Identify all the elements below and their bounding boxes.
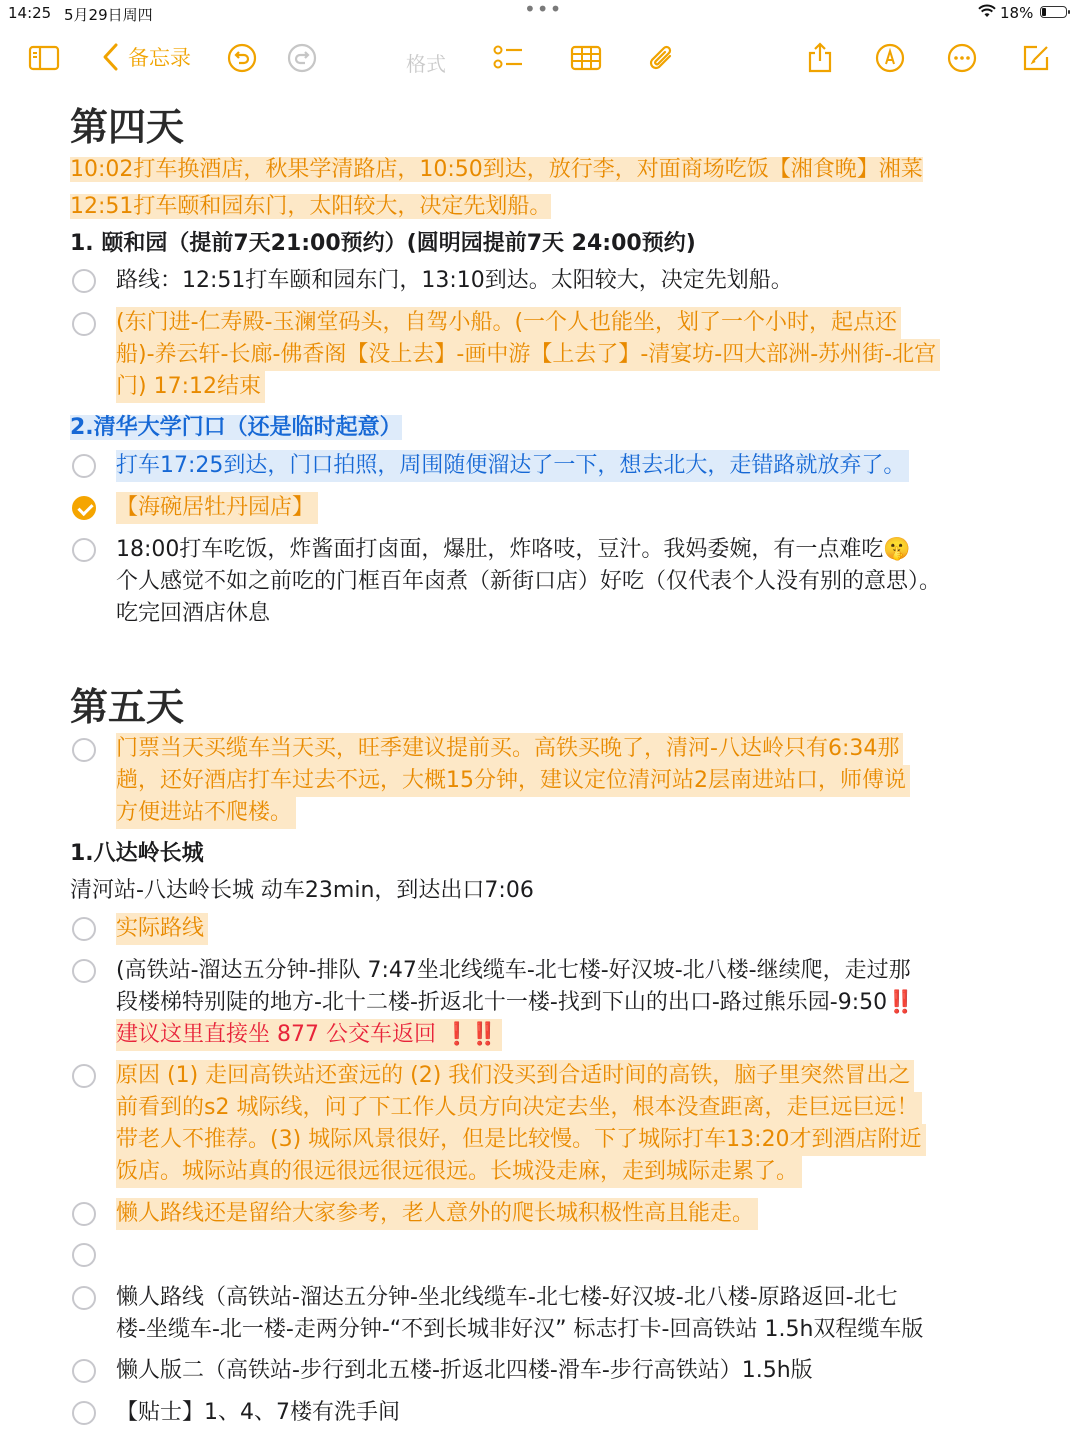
share-icon[interactable] xyxy=(804,42,836,74)
checklist-circle[interactable] xyxy=(72,959,96,983)
undo-icon[interactable] xyxy=(226,42,258,74)
more-options-icon[interactable] xyxy=(946,42,978,74)
chevron-left-icon xyxy=(100,42,122,72)
item-text: (高铁站-溜达五分钟-排队 7:47坐北线缆车-北七楼-好汉坡-北八楼-继续爬，走过那 xyxy=(116,958,911,983)
checklist-circle[interactable] xyxy=(72,917,96,941)
checklist-item xyxy=(116,492,1016,524)
checklist-item xyxy=(116,955,1016,1051)
item-text: 楼-坐缆车-北一楼-走两分钟-“不到长城非好汉” 标志打卡-回高铁站 1.5h双程缆车版 xyxy=(116,1317,924,1342)
highlighted-alert-text: 建议这里直接坐 877 公交车返回 ❗‼️ xyxy=(116,1019,502,1051)
item-text: 个人感觉不如之前吃的门框百年卤煮（新街口店）好吃（仅代表个人没有别的意思）。 xyxy=(116,569,942,594)
checklist-circle[interactable] xyxy=(72,454,96,478)
item-text: 路线：12:51打车颐和园东门，13:10到达。太阳较大，决定先划船。 xyxy=(116,268,793,293)
attachment-icon[interactable] xyxy=(646,42,678,74)
checklist-item xyxy=(116,1355,1016,1387)
battery-icon xyxy=(1040,6,1067,18)
status-date: 5月29日周四 xyxy=(64,6,153,24)
checklist-circle[interactable] xyxy=(72,538,96,562)
multitasking-dots-icon[interactable]: ••• xyxy=(524,0,563,21)
redo-icon[interactable] xyxy=(286,42,318,74)
highlighted-text: 方便进站不爬楼。 xyxy=(116,797,296,829)
back-label: 备忘录 xyxy=(128,46,191,70)
status-bar xyxy=(0,0,1080,28)
item-text: 段楼梯特别陡的地方-北十二楼-折返北十一楼-找到下山的出口-路过熊乐园-9:50‼️ xyxy=(116,990,915,1015)
markup-icon[interactable] xyxy=(874,42,906,74)
checklist-circle[interactable] xyxy=(72,1401,96,1425)
day5-section1-title: 1.八达岭长城 xyxy=(70,841,204,866)
checklist-item xyxy=(116,265,1016,297)
checklist-circle[interactable] xyxy=(72,1064,96,1088)
highlighted-heading: 2.清华大学门口（还是临时起意） xyxy=(70,415,402,440)
checklist-circle[interactable] xyxy=(72,738,96,762)
sidebar-toggle-icon[interactable] xyxy=(28,42,60,74)
highlighted-text: 实际路线 xyxy=(116,913,208,945)
highlighted-text: 【海碗居牡丹园店】 xyxy=(116,492,318,524)
item-text: 懒人版二（高铁站-步行到北五楼-折返北四楼-滑车-步行高铁站）1.5h版 xyxy=(116,1358,813,1383)
day5-section1-subtitle: 清河站-八达岭长城 动车23min，到达出口7:06 xyxy=(70,878,534,903)
checklist-item xyxy=(116,733,1016,829)
checklist-circle[interactable] xyxy=(72,1243,96,1267)
highlighted-text: 船)-养云轩-长廊-佛香阁【没上去】-画中游【上去了】-清宴坊-四大部洲-苏州街-北宫 xyxy=(116,339,940,371)
checklist-item xyxy=(116,307,1016,403)
highlighted-text: 趟，还好酒店打车过去不远，大概15分钟，建议定位清河站2层南进站口，师傅说 xyxy=(116,765,910,797)
wifi-icon xyxy=(978,4,996,18)
back-button[interactable] xyxy=(100,42,191,72)
highlighted-text: 12:51打车颐和园东门，太阳较大，决定先划船。 xyxy=(70,194,552,219)
day4-intro-line xyxy=(70,154,923,186)
highlighted-text: 打车17:25到达，门口拍照，周围随便溜达了一下，想去北大，走错路就放弃了。 xyxy=(116,450,909,482)
compose-icon[interactable] xyxy=(1020,42,1052,74)
battery-percentage: 18% xyxy=(1000,4,1034,22)
status-time: 14:25 xyxy=(8,4,52,22)
notes-toolbar xyxy=(0,30,1080,88)
day4-title: 第四天 xyxy=(70,105,185,149)
item-text: 18:00打车吃饭，炸酱面打卤面，爆肚，炸咯吱，豆汁。我妈委婉，有一点难吃🤫 xyxy=(116,537,911,562)
checklist-item xyxy=(116,1198,1016,1230)
checklist-circle[interactable] xyxy=(72,1286,96,1310)
highlighted-text: 门票当天买缆车当天买，旺季建议提前买。高铁买晚了，清河-八达岭只有6:34那 xyxy=(116,733,903,765)
highlighted-text: (东门进-仁寿殿-玉澜堂码头，自驾小船。(一个人也能坐，划了一个小时，起点还 xyxy=(116,307,901,339)
checklist-item xyxy=(116,1282,1016,1346)
checklist-item xyxy=(116,1060,1016,1188)
day4-intro-line xyxy=(70,191,551,223)
checklist-item xyxy=(116,1397,1016,1429)
highlighted-text: 懒人路线还是留给大家参考，老人意外的爬长城积极性高且能走。 xyxy=(116,1198,758,1230)
highlighted-text: 门) 17:12结束 xyxy=(116,371,265,403)
day4-section1-title: 1. 颐和园（提前7天21:00预约）(圆明园提前7天 24:00预约) xyxy=(70,231,696,256)
item-text: 懒人路线（高铁站-溜达五分钟-坐北线缆车-北七楼-好汉坡-北八楼-原路返回-北七 xyxy=(116,1285,898,1310)
highlighted-text: 前看到的s2 城际线，问了下工作人员方向决定去坐，根本没查距离，走巨远巨远！ xyxy=(116,1092,922,1124)
highlighted-text: 10:02打车换酒店，秋果学清路店，10:50到达，放行李，对面商场吃饭【湘食晚】湘菜 xyxy=(70,157,923,182)
highlighted-text: 饭店。城际站真的很远很远很远很远。长城没走麻，走到城际走累了。 xyxy=(116,1156,802,1188)
checklist-circle-checked[interactable] xyxy=(72,496,96,520)
checklist-circle[interactable] xyxy=(72,1202,96,1226)
checklist-circle[interactable] xyxy=(72,1359,96,1383)
checklist-circle[interactable] xyxy=(72,269,96,293)
checklist-item xyxy=(116,913,1016,945)
item-text: 【贴士】1、4、7楼有洗手间 xyxy=(116,1400,400,1425)
day4-section2-title xyxy=(70,412,402,444)
day5-title: 第五天 xyxy=(70,685,185,729)
format-button[interactable]: 格式 xyxy=(406,52,446,76)
checklist-icon[interactable] xyxy=(492,42,524,74)
highlighted-text: 原因 (1) 走回高铁站还蛮远的 (2) 我们没买到合适时间的高铁，脑子里突然冒出之 xyxy=(116,1060,914,1092)
table-icon[interactable] xyxy=(570,42,602,74)
checklist-item xyxy=(116,534,1016,630)
item-text: 吃完回酒店休息 xyxy=(116,601,271,626)
highlighted-text: 带老人不推荐。(3) 城际风景很好，但是比较慢。下了城际打车13:20才到酒店附近 xyxy=(116,1124,926,1156)
checklist-circle[interactable] xyxy=(72,312,96,336)
checklist-item xyxy=(116,450,1016,482)
